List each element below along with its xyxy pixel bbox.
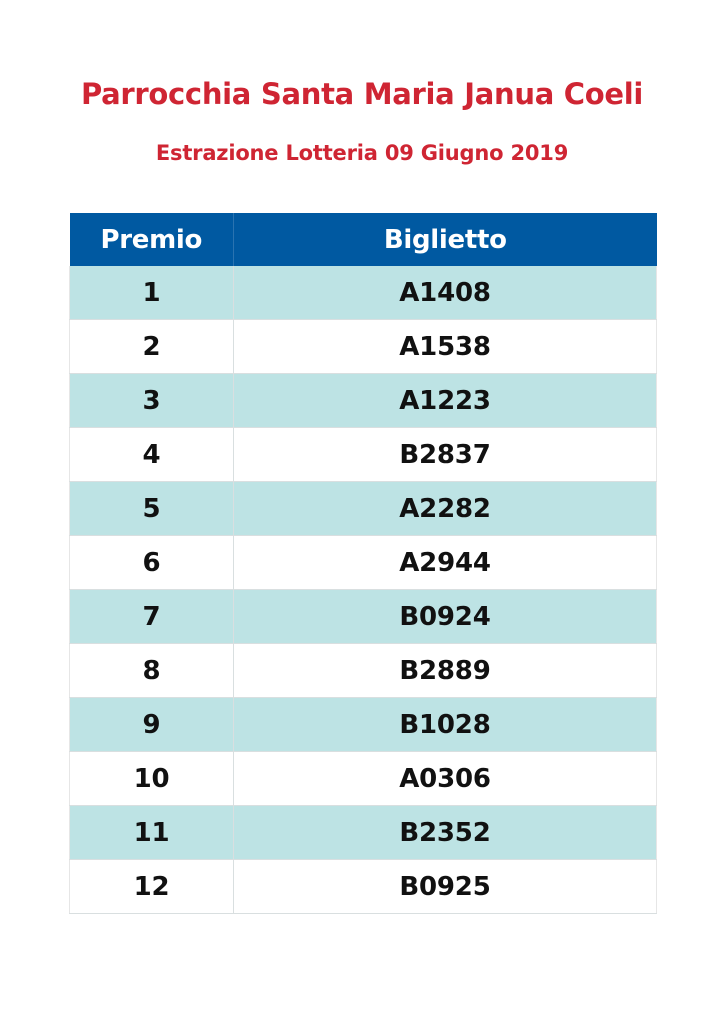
page-subtitle: Estrazione Lotteria 09 Giugno 2019 bbox=[155, 141, 569, 165]
table-row bbox=[70, 536, 657, 590]
premio-cell: 9 bbox=[70, 698, 234, 752]
table-row bbox=[70, 806, 657, 860]
biglietto-cell: B2889 bbox=[234, 644, 657, 698]
premio-cell: 2 bbox=[70, 320, 234, 374]
premio-cell: 1 bbox=[70, 266, 234, 320]
column-header-premio: Premio bbox=[70, 213, 234, 266]
table-row bbox=[70, 266, 657, 320]
biglietto-cell: B2352 bbox=[234, 806, 657, 860]
table-row bbox=[70, 482, 657, 536]
table-row bbox=[70, 752, 657, 806]
premio-cell: 12 bbox=[70, 860, 234, 914]
biglietto-cell: B0924 bbox=[234, 590, 657, 644]
table-row bbox=[70, 590, 657, 644]
results-table bbox=[69, 213, 657, 914]
table-row bbox=[70, 644, 657, 698]
table-row bbox=[70, 428, 657, 482]
table-row bbox=[70, 320, 657, 374]
biglietto-cell: A1223 bbox=[234, 374, 657, 428]
biglietto-cell: B2837 bbox=[234, 428, 657, 482]
biglietto-cell: B1028 bbox=[234, 698, 657, 752]
table-row bbox=[70, 860, 657, 914]
biglietto-cell: A2282 bbox=[234, 482, 657, 536]
premio-cell: 6 bbox=[70, 536, 234, 590]
premio-cell: 10 bbox=[70, 752, 234, 806]
premio-cell: 4 bbox=[70, 428, 234, 482]
biglietto-cell: A1408 bbox=[234, 266, 657, 320]
table-row bbox=[70, 374, 657, 428]
biglietto-cell: A1538 bbox=[234, 320, 657, 374]
premio-cell: 11 bbox=[70, 806, 234, 860]
premio-cell: 5 bbox=[70, 482, 234, 536]
premio-cell: 3 bbox=[70, 374, 234, 428]
table-row bbox=[70, 698, 657, 752]
biglietto-cell: A2944 bbox=[234, 536, 657, 590]
table-header bbox=[70, 213, 657, 266]
header-row bbox=[70, 213, 657, 266]
premio-cell: 7 bbox=[70, 590, 234, 644]
premio-cell: 8 bbox=[70, 644, 234, 698]
column-header-biglietto: Biglietto bbox=[234, 213, 657, 266]
table-body bbox=[70, 266, 657, 914]
biglietto-cell: B0925 bbox=[234, 860, 657, 914]
biglietto-cell: A0306 bbox=[234, 752, 657, 806]
page-title: Parrocchia Santa Maria Janua Coeli bbox=[80, 77, 644, 111]
